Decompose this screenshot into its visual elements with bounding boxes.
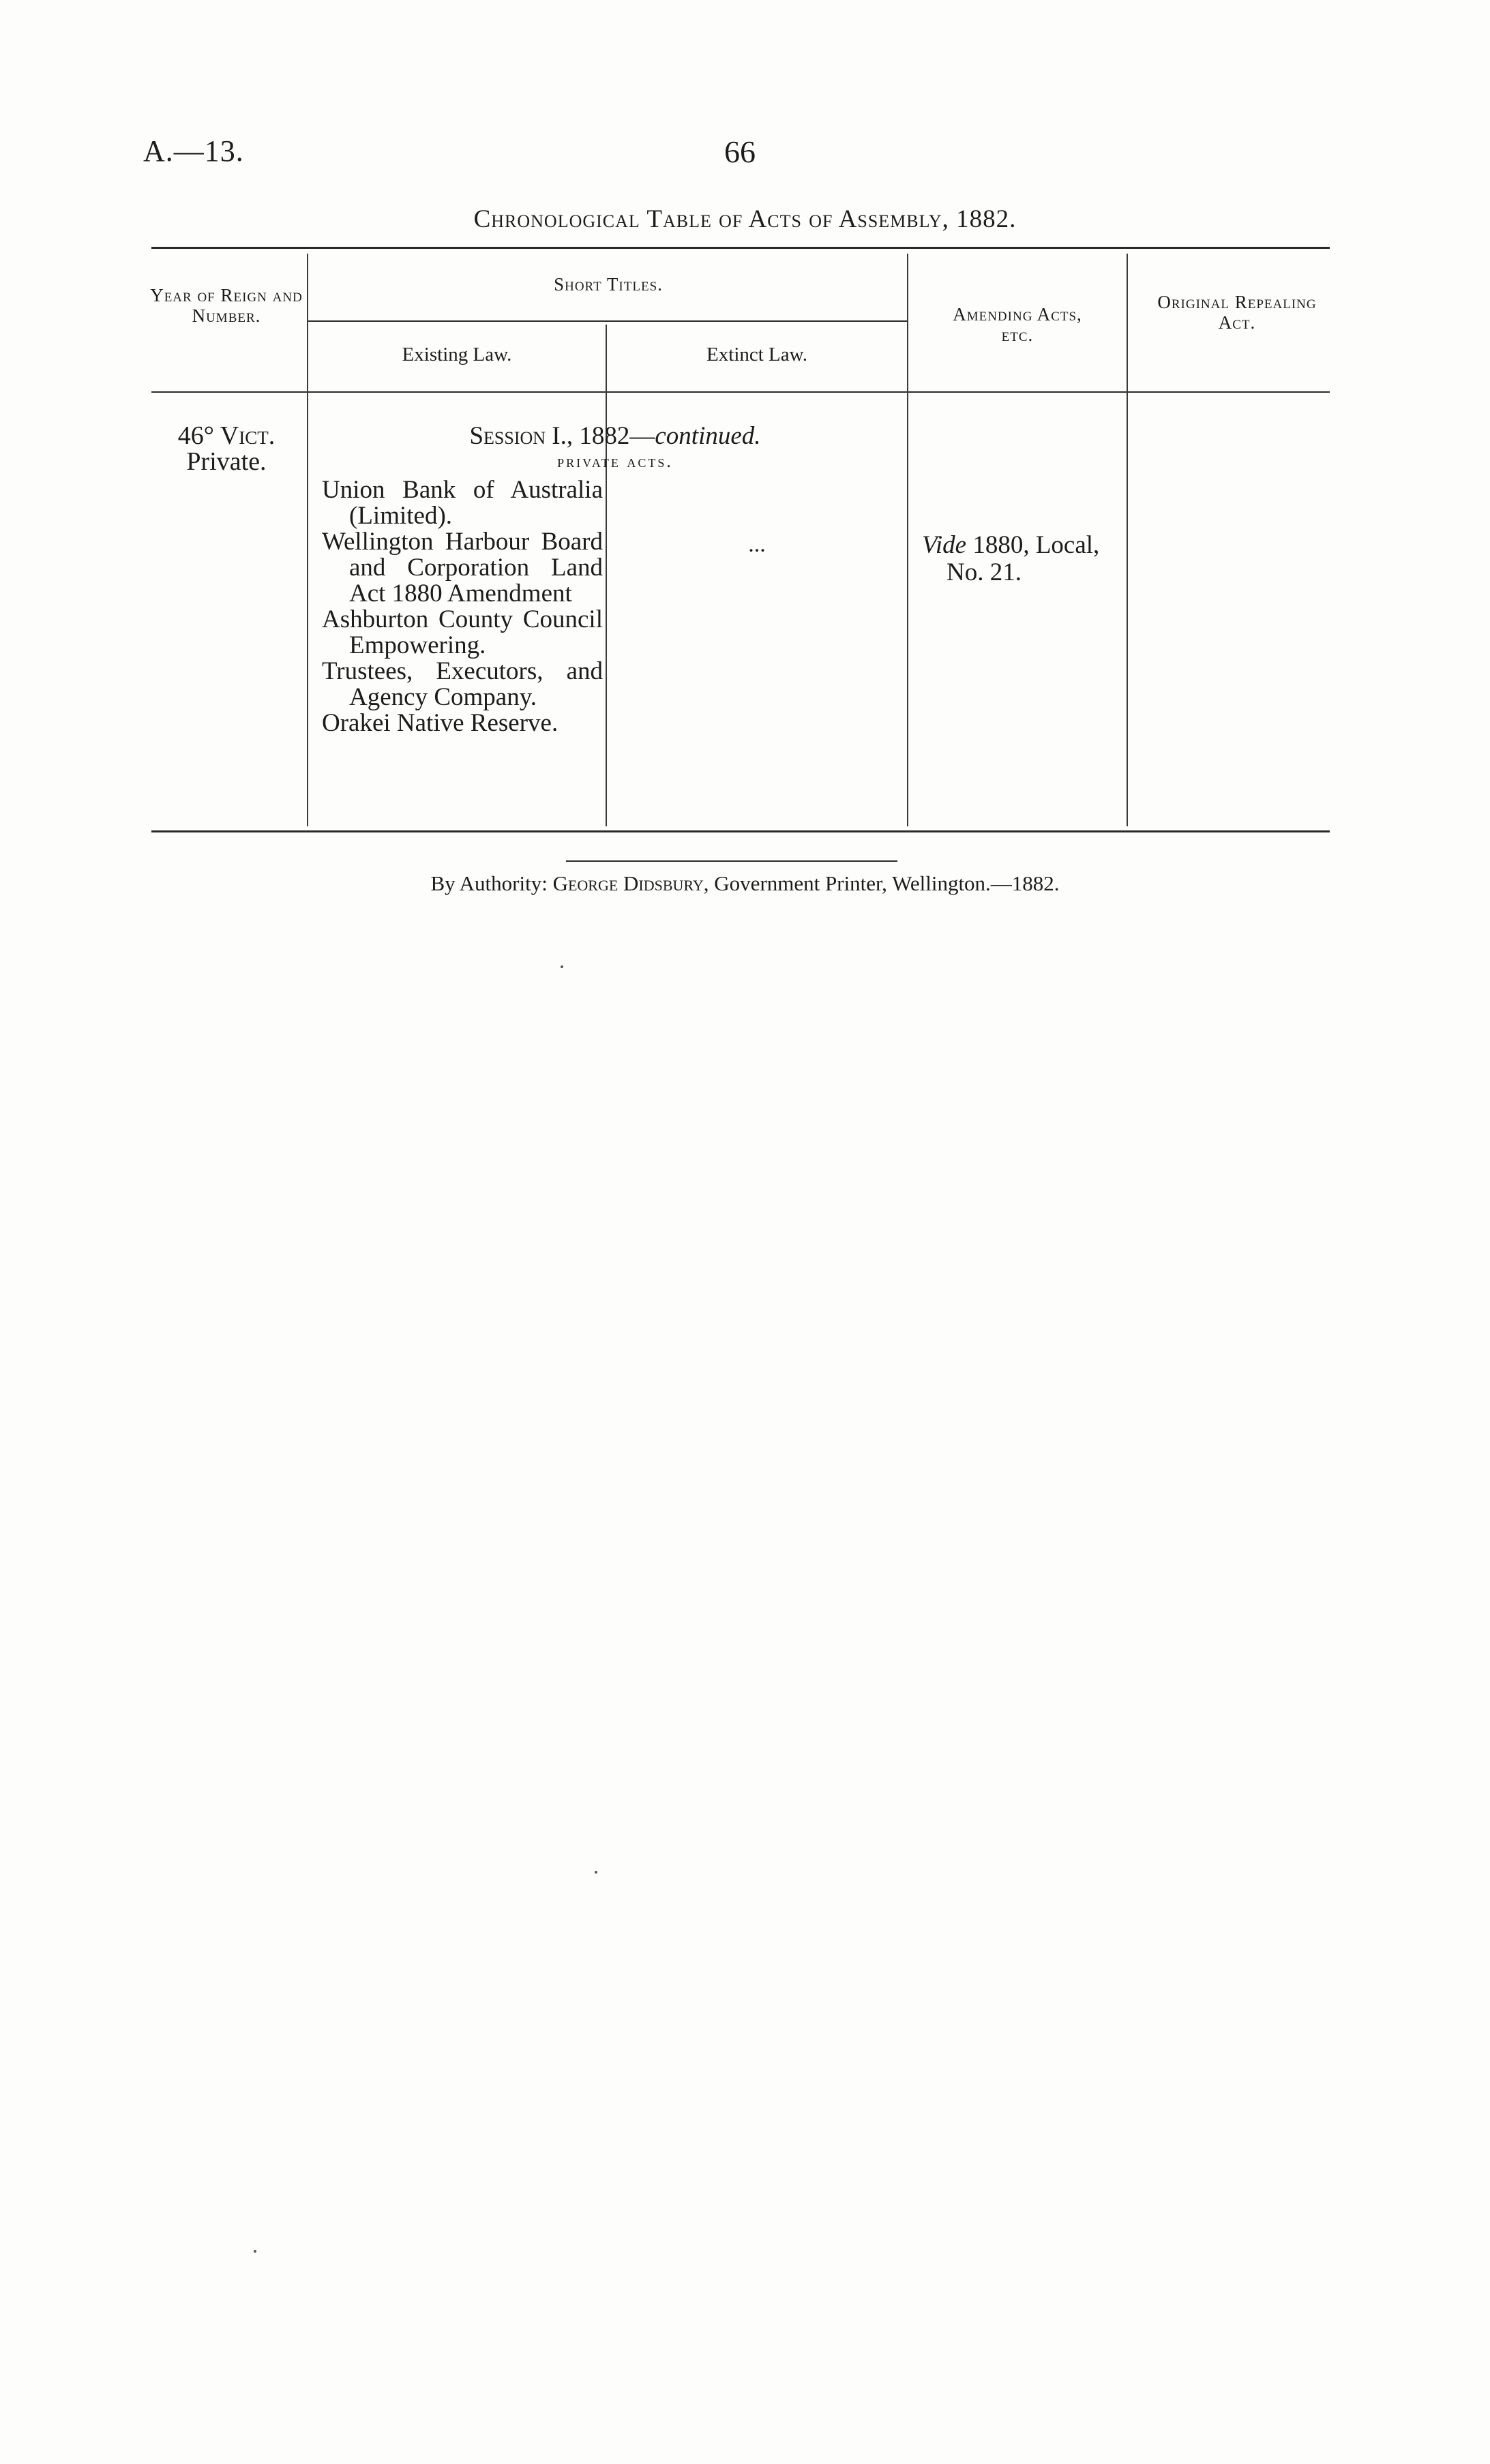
footer-imprint [0,871,1490,896]
footer-printer-name: George Didsbury, [552,871,709,895]
table-top-rule [151,247,1330,249]
existing-law-entries [322,477,603,736]
footer-suffix: Government Printer, Wellington.—1882. [714,871,1060,895]
document-id: A.—13. [143,134,244,168]
existing-law-entry: Orakei Native Reserve. [322,709,558,737]
private-acts-heading: private acts. [557,451,673,471]
short-titles-divider-rule [308,320,908,322]
page-number: 66 [724,134,756,169]
year-sublabel: Private. [186,447,267,476]
scan-speck [595,1871,597,1874]
existing-law-entry: Trustees, Executors, and Agency Company. [322,657,603,711]
amending-vide: Vide [922,531,967,559]
year-cell [145,423,308,475]
existing-law-entry: Ashburton County Council Empowering. [322,605,603,659]
existing-law-entry: Wellington Harbour Board and Corporation Land Act 1880 Amendment [322,528,603,607]
footer-prefix: By Authority: [430,871,548,895]
amending-ref-line1: Vide 1880, Local, [922,531,1100,559]
table-title: Chronological Table of Acts of Assembly, 1882. [473,205,1017,233]
amending-ref-line2: No. 21. [947,558,1022,586]
table-bottom-rule [151,830,1330,832]
header-original-repealing-act: Original Repealing Act. [1157,292,1317,333]
column-divider [606,325,607,826]
column-divider [907,254,908,826]
session-prefix: Session I., 1882— [469,422,655,450]
column-divider [307,254,308,826]
header-year-of-reign: Year of Reign and Number. [150,285,303,326]
scan-speck [561,965,563,968]
header-short-titles: Short Titles. [554,274,663,295]
header-extinct-law: Extinct Law. [706,344,807,365]
year-label: 46° Vict. [177,421,275,450]
header-amending-acts: Amending Acts, etc. [953,304,1082,345]
column-divider [1127,254,1128,826]
header-existing-law: Existing Law. [402,344,512,365]
amending-acts-cell [922,532,1099,586]
session-suffix: continued. [655,422,761,450]
existing-law-entry: Union Bank of Australia (Limited). [322,476,603,530]
footer-rule [566,860,897,862]
scan-speck [254,2250,256,2253]
header-bottom-rule [151,391,1330,393]
extinct-law-placeholder: ... [748,532,766,557]
session-line [322,421,908,451]
